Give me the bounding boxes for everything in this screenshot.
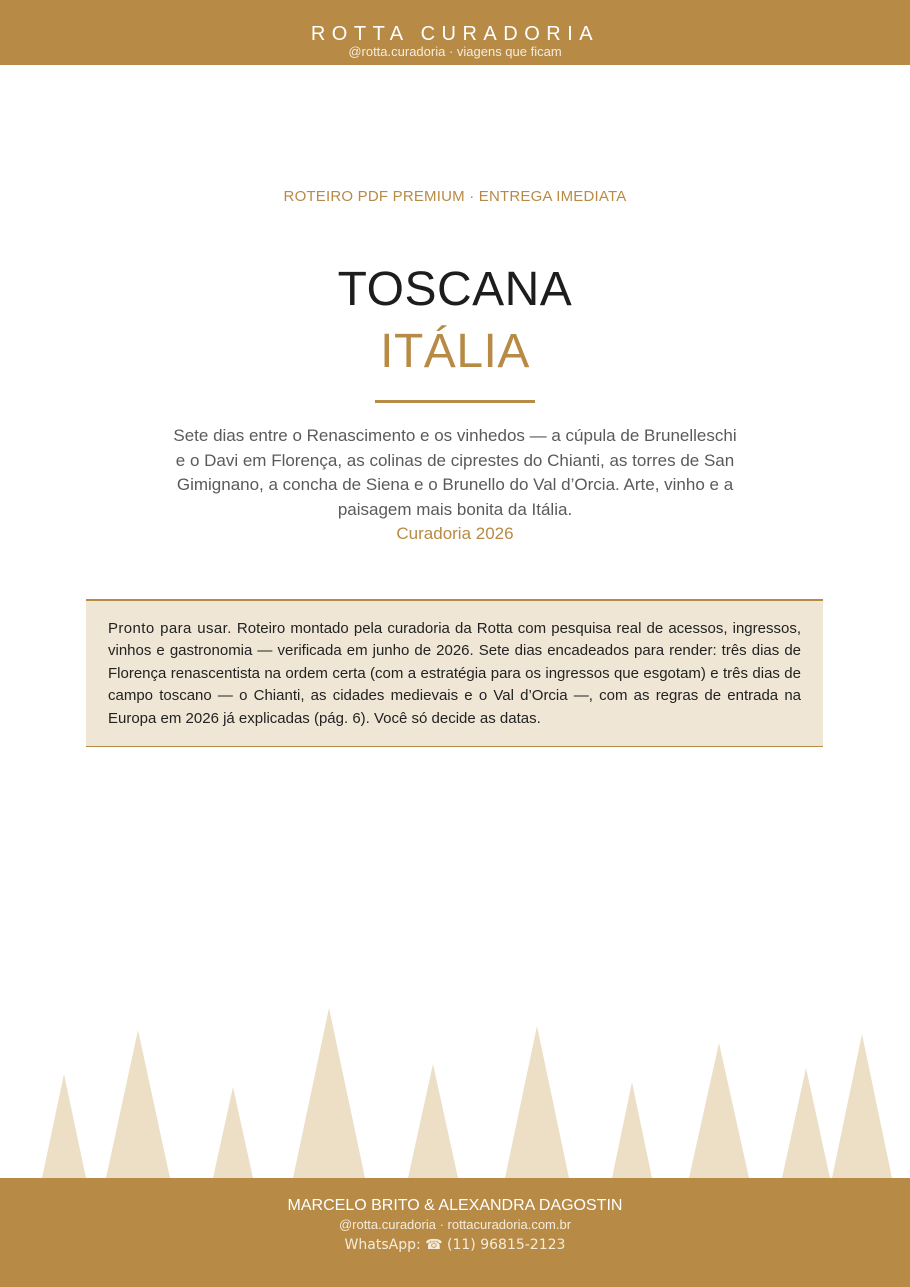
cypress-tree (213, 1087, 253, 1178)
ready-note-text (108, 618, 801, 730)
cypress-tree (408, 1064, 458, 1178)
footer-contact: @rotta.curadoria · rottacuradoria.com.br (338, 1217, 572, 1232)
cypress-tree (505, 1026, 569, 1178)
header-bar (0, 0, 910, 65)
footer-bar (0, 1178, 910, 1287)
brand-tagline: @rotta.curadoria · viagens que ficam (348, 44, 562, 59)
cypress-tree (689, 1043, 749, 1178)
footer-whatsapp: WhatsApp: ☎ (11) 96815-2123 (344, 1237, 566, 1253)
cypress-silhouettes (0, 1000, 910, 1178)
cypress-trees (42, 1008, 892, 1178)
page-title: TOSCANA (337, 263, 573, 316)
cypress-tree (293, 1008, 365, 1178)
footer-authors: MARCELO BRITO & ALEXANDRA DAGOSTIN (287, 1197, 623, 1214)
eyebrow-label: ROTEIRO PDF PREMIUM · ENTREGA IMEDIATA (283, 188, 627, 205)
ready-note-box (86, 599, 823, 747)
edition-label: Curadoria 2026 (396, 524, 514, 543)
cypress-tree (832, 1034, 892, 1178)
title-divider (375, 400, 535, 403)
cypress-tree (42, 1074, 86, 1178)
ready-note-lead: Pronto para usar. (108, 620, 232, 637)
page-subtitle: ITÁLIA (380, 325, 530, 378)
ready-note-body: Roteiro montado pela curadoria da Rotta com pesquisa real de acessos, ingressos, vinhos e gastronomia — verificada em junho de 2026. Sete dias encadeados para render: três dias de Florença renascentista na ordem certa (com a estratégia para os ingressos que esgotam) e três dias de campo toscano — o Chianti, as cidades medievais e o Val d’Orcia —, com as regras de entrada na Europa em 2026 já explicadas (pág. 6). Você só decide as datas. (108, 620, 801, 727)
cypress-tree (106, 1030, 170, 1178)
cypress-tree (612, 1082, 652, 1178)
intro-paragraph: Sete dias entre o Renascimento e os vinhedos — a cúpula de Brunelleschi e o Davi em Florença, as colinas de ciprestes do Chianti, as torres de San Gimignano, a concha de Siena e o Brunello do Val d’Orcia. Arte, vinho e a paisagem mais bonita da Itália. (173, 426, 737, 519)
brand-name: ROTTA CURADORIA (310, 23, 600, 45)
cypress-tree (782, 1068, 830, 1178)
